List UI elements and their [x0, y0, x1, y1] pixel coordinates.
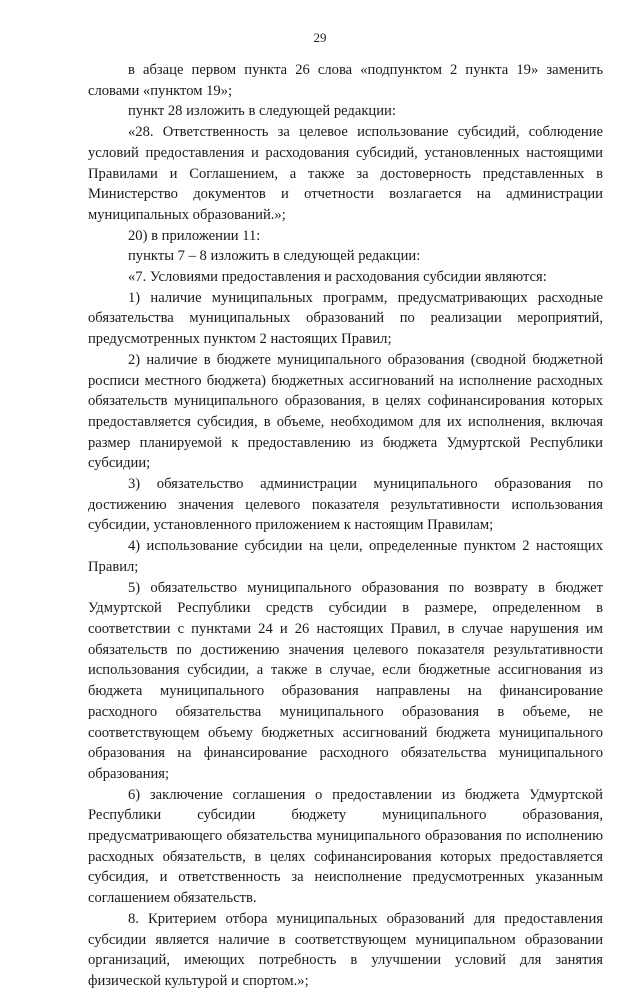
paragraph: «7. Условиями предоставления и расходования субсидии являются:: [128, 269, 547, 286]
paragraph: в абзаце первом пункта 26 слова «подпунктом 2 пункта 19» заменить словами «пунктом 19»;: [88, 62, 603, 99]
paragraph: «28. Ответственность за целевое использование субсидий, соблюдение условий предоставления и расходования субсидий, установленных настоящими Правилами и Соглашением, а также за достоверность представленных в Министерство документов и отчетности возлагается на администрации муниципальных образований.»;: [88, 124, 603, 223]
paragraph: 1) наличие муниципальных программ, предусматривающих расходные обязательства муниципальных образований по реализации мероприятий, предусмотренных пунктом 2 настоящих Правил;: [88, 289, 603, 348]
paragraph: 2) наличие в бюджете муниципального образования (сводной бюджетной росписи местного бюджета) бюджетных ассигнований на исполнение расходных обязательств муниципального образования, в целях софинансирования которых предоставляется субсидия, в объеме, необходимом для их исполнения, включая размер планируемой к предоставлению из бюджета Удмуртской Республики субсидии;: [88, 351, 603, 472]
paragraph: 3) обязательство администрации муниципального образования по достижению значения целевого показателя результативности использования субсидии, установленного приложением к настоящим Правилам;: [88, 476, 603, 534]
paragraph: 6) заключение соглашения о предоставлении из бюджета Удмуртской Республики субсидии бюджету муниципального образования, предусматривающего обязательства муниципального образования по исполнению расходных обязательств, в целях софинансирования которых предоставляется субсидия, и ответственность за неисполнение предусмотренных указанным соглашением обязательств.: [88, 786, 603, 907]
paragraph: 5) обязательство муниципального образования по возврату в бюджет Удмуртской Республики средств субсидии в размере, определенном в соответствии с пунктами 24 и 26 настоящих Правил, в случае нарушения им обязательств по достижению значения целевого показателя результативности использования субсидии, а также в случае, если бюджетные ассигнования из бюджета муниципального образования направлены на финансирование расходного обязательства муниципального образования в объеме, не соответствующем объему бюджетных ассигнований бюджета муниципального образования на финансирование расходного обязательства муниципального образования;: [88, 579, 603, 782]
paragraph: пункты 7 – 8 изложить в следующей редакции:: [128, 248, 421, 265]
paragraph: 4) использование субсидии на цели, определенные пунктом 2 настоящих Правил;: [88, 538, 603, 575]
paragraph: 8. Критерием отбора муниципальных образований для предоставления субсидии является наличие в соответствующем муниципальном образовании организаций, имеющих потребность в улучшении условий для занятия физической культурой и спортом.»;: [88, 910, 603, 989]
document-body: [88, 60, 603, 992]
paragraph: 20) в приложении 11:: [128, 227, 261, 244]
paragraph: пункт 28 изложить в следующей редакции:: [128, 103, 396, 120]
page-number: 29: [313, 30, 327, 45]
